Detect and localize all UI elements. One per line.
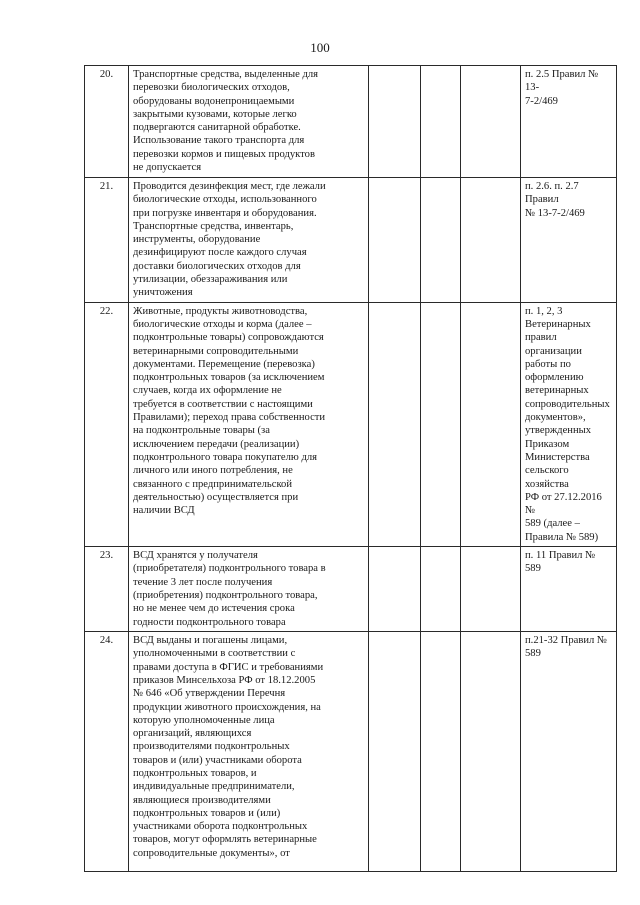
answer-cell-no — [421, 302, 461, 546]
checklist-table — [84, 65, 617, 872]
answer-cell-yes — [369, 66, 421, 178]
requirement-text: Транспортные средства, выделенные для перевозки биологических отходов, оборудованы водонепроницаемыми закрытыми кузовами, которые легко подвергаются санитарной обработке. Использование такого транспорта для перевозки кормов и пищевых продуктов не допускается — [129, 66, 369, 178]
answer-cell-no — [421, 178, 461, 303]
table-row — [85, 547, 617, 632]
row-number: 22. — [85, 302, 129, 546]
row-number: 20. — [85, 66, 129, 178]
table-row — [85, 178, 617, 303]
answer-cell-na — [461, 66, 521, 178]
table-row — [85, 302, 617, 546]
answer-cell-yes — [369, 302, 421, 546]
legal-reference: п. 11 Правил № 589 — [521, 547, 617, 632]
row-number: 21. — [85, 178, 129, 303]
legal-reference: п.21-32 Правил № 589 — [521, 632, 617, 872]
table-row — [85, 632, 617, 872]
answer-cell-yes — [369, 178, 421, 303]
answer-cell-no — [421, 66, 461, 178]
row-number: 23. — [85, 547, 129, 632]
answer-cell-na — [461, 302, 521, 546]
row-number: 24. — [85, 632, 129, 872]
answer-cell-yes — [369, 547, 421, 632]
answer-cell-na — [461, 632, 521, 872]
page-number: 100 — [310, 40, 330, 55]
requirement-text: Проводится дезинфекция мест, где лежали биологические отходы, использованного при погрузке инвентаря и оборудования. Транспортные средства, инвентарь, инструменты, оборудование дезинфицируют после каждого случая доставки биологических отходов для утилизации, обеззараживания или уничтожения — [129, 178, 369, 303]
answer-cell-na — [461, 178, 521, 303]
answer-cell-na — [461, 547, 521, 632]
legal-reference: п. 1, 2, 3 Ветеринарных правил организации работы по оформлению ветеринарных сопроводительных документов», утвержденных Приказом Министерства сельского хозяйства РФ от 27.12.2016 № 589 (далее – Правила № 589) — [521, 302, 617, 546]
legal-reference: п. 2.6. п. 2.7 Правил № 13-7-2/469 — [521, 178, 617, 303]
answer-cell-no — [421, 547, 461, 632]
legal-reference: п. 2.5 Правил № 13- 7-2/469 — [521, 66, 617, 178]
answer-cell-no — [421, 632, 461, 872]
requirement-text: ВСД выданы и погашены лицами, уполномоченными в соответствии с правами доступа в ФГИС и требованиями приказов Минсельхоза РФ от 18.12.2005 № 646 «Об утверждении Перечня продукции животного происхождения, на которую уполномоченные лица организаций, являющихся производителями подконтрольных товаров и (или) участниками оборота подконтрольных товаров, и индивидуальные предприниматели, являющиеся производителями подконтрольных товаров и (или) участниками оборота подконтрольных товаров, могут оформлять ветеринарные сопроводительные документы», от — [129, 632, 369, 872]
requirement-text: Животные, продукты животноводства, биологические отходы и корма (далее – подконтрольные товары) сопровождаются ветеринарными сопроводительными документами. Перемещение (перевозка) подконтрольных товаров (за исключением случаев, когда их оформление не требуется в соответствии с настоящими Правилами); переход права собственности на подконтрольные товары (за исключением передачи (реализации) подконтрольного товара покупателю для личного или иного потребления, не связанного с предпринимательской деятельностью) осуществляется при наличии ВСД — [129, 302, 369, 546]
table-row — [85, 66, 617, 178]
requirement-text: ВСД хранятся у получателя (приобретателя) подконтрольного товара в течение 3 лет после получения (приобретения) подконтрольного товара, но не менее чем до истечения срока годности подконтрольного товара — [129, 547, 369, 632]
answer-cell-yes — [369, 632, 421, 872]
